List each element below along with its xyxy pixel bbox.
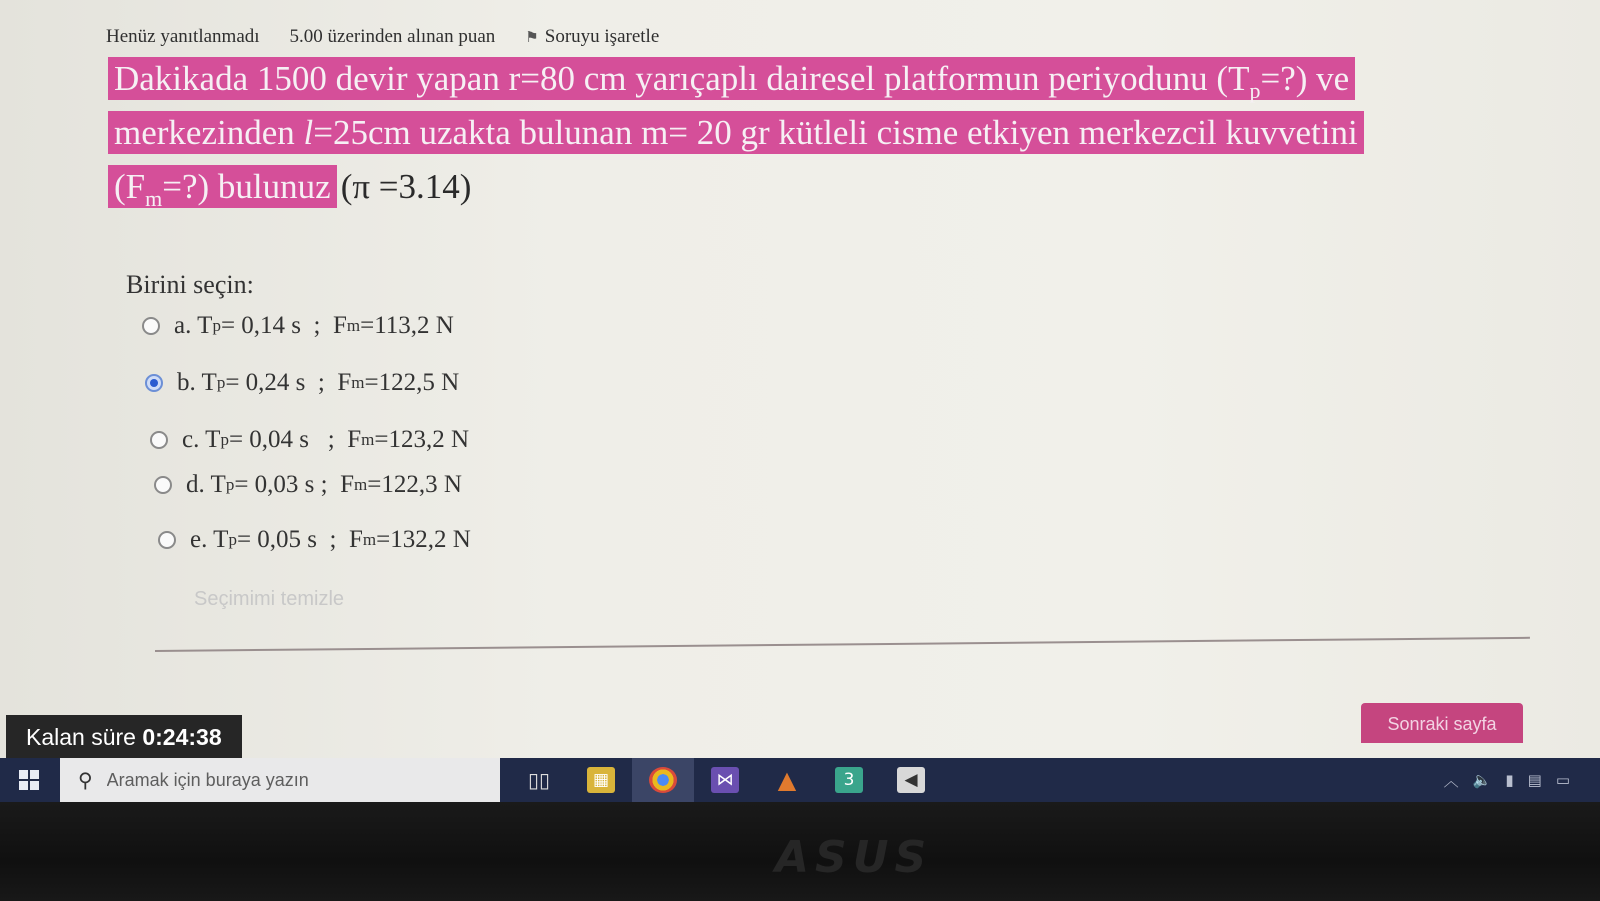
chrome-icon[interactable] <box>632 758 694 802</box>
clear-selection-link[interactable]: Seçimimi temizle <box>194 588 345 610</box>
option-c[interactable]: c. T p = 0,04 s ; F m =123,2 N <box>150 426 469 454</box>
points-label: 5.00 üzerinden alınan puan <box>289 26 496 47</box>
question-line-3: $(F_m=?)$ bulunuz (π =3.14) <box>108 160 1508 214</box>
app-3-icon[interactable]: 3 <box>818 758 880 802</box>
chevron-up-icon[interactable]: ︿ <box>1443 771 1459 790</box>
matlab-icon[interactable]: ▲ <box>777 766 797 794</box>
option-b-radio[interactable] <box>145 374 163 392</box>
flag-icon: ⚑ <box>525 29 539 46</box>
taskbar-search[interactable] <box>60 758 500 802</box>
option-e[interactable]: e. T p = 0,05 s ; F m =132,2 N <box>158 526 471 554</box>
taskbar-search-input[interactable] <box>105 769 469 792</box>
brand-logo: ASUS <box>775 832 933 883</box>
volume-icon[interactable]: 🔈 <box>1472 771 1492 789</box>
search-icon: ⚲ <box>78 769 93 792</box>
choose-prompt: Birini seçin: <box>126 270 254 299</box>
time-remaining: Kalan süre 0:24:38 <box>6 715 242 759</box>
flag-question-link[interactable] <box>525 26 659 48</box>
option-e-radio[interactable] <box>158 531 176 549</box>
start-button[interactable] <box>0 758 58 802</box>
question-line-1: Dakikada 1500 devir yapan r=80 cm yarıçaplı dairesel platformun periyodunu $(T_p=?)$ ve <box>108 52 1508 106</box>
option-c-radio[interactable] <box>150 431 168 449</box>
next-page-button[interactable]: Sonraki sayfa <box>1361 703 1523 743</box>
task-view-icon[interactable]: ▯▯ <box>527 768 550 792</box>
option-d[interactable]: d. T p = 0,03 s ; F m =122,3 N <box>154 471 462 499</box>
question-line-2: merkezinden l=25cm uzakta bulunan m= 20 gr kütleli cisme etkiyen merkezcil kuvvetini <box>108 106 1508 160</box>
file-explorer-icon[interactable]: ▦ <box>570 758 632 802</box>
system-tray <box>1444 758 1570 802</box>
pi-note: (π =3.14) <box>340 167 472 206</box>
question-info <box>106 26 659 48</box>
windows-logo-icon <box>19 770 39 790</box>
divider <box>155 637 1530 652</box>
option-b[interactable]: b. T p = 0,24 s ; F m =122,5 N <box>145 369 459 397</box>
monitor-bezel <box>0 802 1600 901</box>
notification-icon[interactable]: ▭ <box>1555 771 1570 789</box>
visual-studio-icon[interactable]: ⋈ <box>694 758 756 802</box>
answer-status: Henüz yanıtlanmadı <box>106 26 260 47</box>
media-player-icon[interactable]: ◀ <box>880 758 942 802</box>
flag-question-label: Soruyu işaretle <box>544 26 660 47</box>
battery-icon[interactable]: ▮ <box>1505 771 1514 789</box>
option-d-radio[interactable] <box>154 476 172 494</box>
network-icon[interactable]: ▤ <box>1527 771 1542 789</box>
option-a[interactable]: a. T p = 0,14 s ; F m =113,2 N <box>142 312 454 340</box>
windows-taskbar <box>0 758 1600 802</box>
question-text <box>108 52 1508 214</box>
option-a-radio[interactable] <box>142 317 160 335</box>
taskbar-apps <box>508 758 942 802</box>
